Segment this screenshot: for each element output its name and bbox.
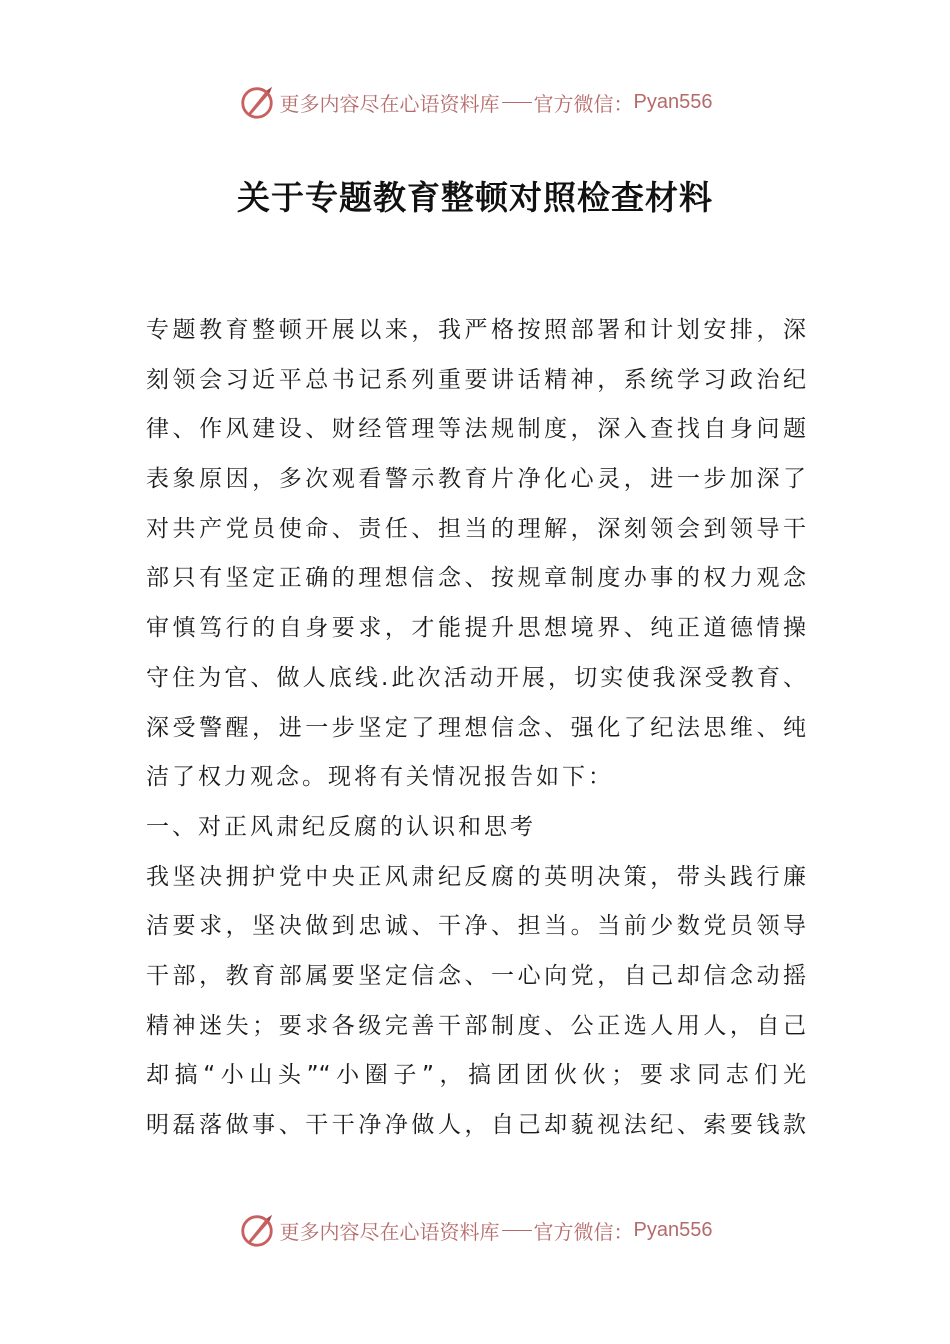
body-text-line: 表象原因，多次观看警示教育片净化心灵，进一步加深了 <box>146 466 806 493</box>
footer-banner <box>0 1210 950 1250</box>
footer-banner-label: 官方微信： <box>533 1219 634 1244</box>
quill-logo-icon <box>238 83 276 121</box>
body-text-line: 却搞“小山头”“小圈子”，搞团团伙伙；要求同志们光 <box>146 1062 806 1089</box>
body-text-line: 干部，教育部属要坚定信念、一心向党，自己却信念动摇 <box>146 962 806 989</box>
body-text-line: 我坚决拥护党中央正风肃纪反腐的英明决策，带头践行廉 <box>146 863 806 890</box>
body-text-line: 审慎笃行的自身要求，才能提升思想境界、纯正道德情操 <box>146 615 806 642</box>
body-text-line: 对共产党员使命、责任、担当的理解，深刻领会到领导干 <box>146 515 806 542</box>
header-banner-dash <box>502 102 532 103</box>
footer-banner-dash <box>502 1230 532 1231</box>
header-wechat-id: Pyan556 <box>633 90 713 113</box>
body-text-line: 守住为官、做人底线.此次活动开展，切实使我深受教育、 <box>146 664 806 691</box>
header-banner-text: 更多内容尽在心语资料库 <box>279 91 500 116</box>
body-text-line: 律、作风建设、财经管理等法规制度，深入查找自身问题 <box>146 416 806 443</box>
body-text-line: 精神迷失；要求各级完善干部制度、公正选人用人，自己 <box>146 1012 806 1039</box>
quill-logo-icon <box>238 1211 276 1249</box>
body-text-line: 明磊落做事、干干净净做人，自己却藐视法纪、索要钱款 <box>146 1112 806 1138</box>
body-text-line: 刻领会习近平总书记系列重要讲话精神，系统学习政治纪 <box>146 366 806 393</box>
section-heading: 一、对正风肃纪反腐的认识和思考 <box>146 813 536 840</box>
body-text-line: 洁了权力观念。现将有关情况报告如下： <box>146 764 614 791</box>
body-text-line: 专题教育整顿开展以来，我严格按照部署和计划安排，深 <box>146 317 806 343</box>
header-banner <box>0 82 950 122</box>
body-text-line: 部只有坚定正确的理想信念、按规章制度办事的权力观念 <box>146 565 806 592</box>
footer-banner-text: 更多内容尽在心语资料库 <box>279 1219 500 1244</box>
document-body <box>146 306 806 1151</box>
footer-wechat-id: Pyan556 <box>633 1218 713 1241</box>
body-text-line: 洁要求，坚决做到忠诚、干净、担当。当前少数党员领导 <box>146 913 806 940</box>
document-title: 关于专题教育整顿对照检查材料 <box>237 178 713 217</box>
body-text-line: 深受警醒，进一步坚定了理想信念、强化了纪法思维、纯 <box>146 714 806 741</box>
header-banner-label: 官方微信： <box>533 91 634 116</box>
